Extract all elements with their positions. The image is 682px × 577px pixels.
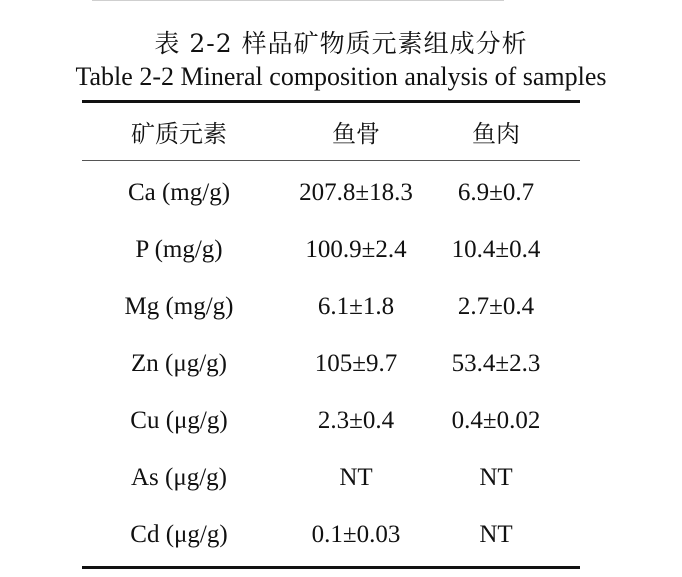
table-title-english: Table 2-2 Mineral composition analysis of samples: [75, 62, 607, 91]
cell-bone: 0.1±0.03: [311, 520, 401, 548]
cell-flesh: 10.4±0.4: [451, 235, 541, 263]
table-body: [82, 161, 580, 566]
header-fish-flesh: 鱼肉: [472, 120, 520, 148]
table-row: [82, 506, 580, 563]
cell-bone: 207.8±18.3: [299, 178, 413, 206]
cell-bone: 105±9.7: [314, 349, 398, 377]
cell-bone: 2.3±0.4: [317, 406, 395, 434]
table-header-row: [82, 103, 580, 160]
table-row: [82, 221, 580, 278]
mineral-composition-table: [82, 100, 580, 569]
cell-element: P (mg/g): [135, 235, 223, 263]
table-row: [82, 278, 580, 335]
cell-flesh: 0.4±0.02: [451, 406, 541, 434]
table-title-chinese: 表 2-2 样品矿物质元素组成分析: [154, 29, 528, 58]
cell-bone: NT: [339, 463, 373, 491]
table-row: [82, 164, 580, 221]
cell-element: Mg (mg/g): [124, 292, 234, 320]
cell-flesh: NT: [479, 463, 513, 491]
cell-element: Ca (mg/g): [127, 178, 231, 206]
header-element: 矿质元素: [131, 120, 227, 148]
cell-element: Cu (μg/g): [130, 406, 228, 434]
cell-flesh: 2.7±0.4: [457, 292, 535, 320]
cell-bone: 6.1±1.8: [317, 292, 395, 320]
table-bottom-rule: [82, 566, 580, 569]
cell-flesh: NT: [479, 520, 513, 548]
cell-bone: 100.9±2.4: [305, 235, 407, 263]
cell-flesh: 6.9±0.7: [457, 178, 535, 206]
table-row: [82, 335, 580, 392]
table-row: [82, 449, 580, 506]
header-fish-bone: 鱼骨: [332, 120, 380, 148]
cell-flesh: 53.4±2.3: [451, 349, 541, 377]
cell-element: As (μg/g): [130, 463, 228, 491]
cell-element: Zn (μg/g): [130, 349, 228, 377]
top-divider: [92, 0, 504, 1]
cell-element: Cd (μg/g): [130, 520, 228, 548]
table-row: [82, 392, 580, 449]
